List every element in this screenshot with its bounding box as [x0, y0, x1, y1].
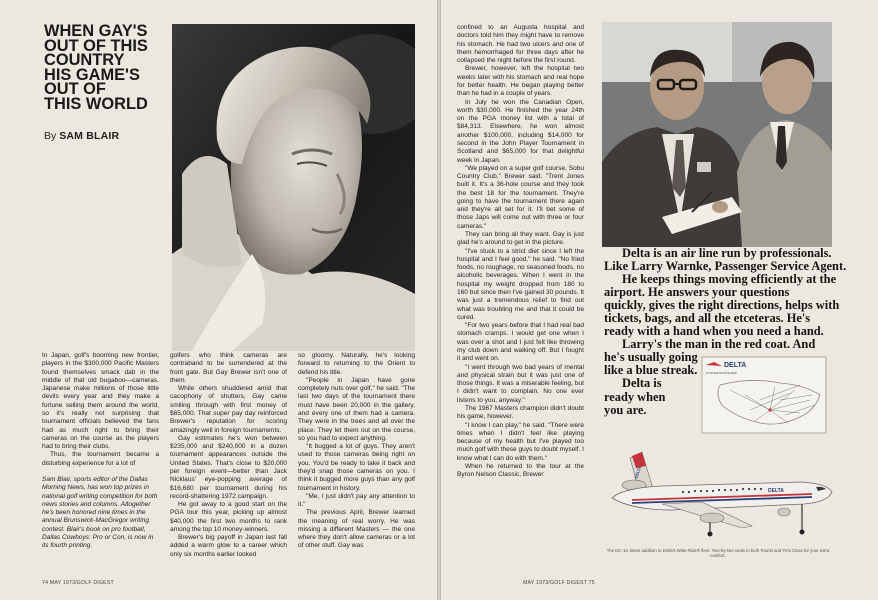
ad-copy-line: tickets, bags, and all the etceteras. He's	[604, 311, 811, 326]
ad-copy-line: quickly, gives the right directions, helps with	[604, 298, 840, 313]
paragraph: so gloomy. Naturally, he's looking forward to returning to the Orient to defend his title.	[298, 352, 415, 376]
paragraph: While others shuddered amid that cacophony of shutters, Gay came smiling through with first money of $65,000. That super pay day reinforced Brewer's reputation for scoring amazingly well in foreign tournaments.	[170, 385, 287, 434]
author-bio: Sam Blair, sports editor of the Dallas Morning News, has won top prizes in national golf writing competition for both news stories and columns. Altogether he's been honored nine times in the annual Brunswick-MacGregor writing contest. Blair's book on pro football, Dallas Cowboys: Pro or Con, is now in its fourth printing.	[42, 475, 158, 550]
ad-copy-line: ready when	[604, 389, 666, 404]
paragraph: Brewer, however, left the hospital two weeks later with his stomach and real hope for better health. He began playing better than he had in a couple of years.	[457, 65, 584, 98]
headline-line: COUNTRY	[44, 51, 125, 70]
byline-prefix: By	[44, 130, 57, 142]
paragraph: Thus, the tournament became a disturbing experience for a lot of	[42, 451, 159, 467]
plane-caption: The DC-10, latest addition to Delta's Wide-Ride® fleet. Two-by-two seats in both Tourist and First Class for your extra comfort.	[606, 548, 830, 559]
paragraph: "I know I can play," he said. "There were times when I didn't feel like playing because of my health but I've played too much golf with these guys to doubt myself. I know what I can do with them."	[457, 421, 584, 462]
map-brand-text: DELTA	[724, 362, 747, 369]
article-column-2	[170, 352, 287, 559]
paragraph: "I went through two bad years of mental and physical strain but it was just one of those things. It was a miserable feeling, but I didn't want to complain. No one ever listens to you, anyway."	[457, 363, 584, 404]
paragraph: In July he won the Canadian Open, worth $30,000. He finished the year 24th on the PGA money list with a total of $84,313. Elsewhere, he won almost another $100,000, including $14,000 for second in the John Player Tournament in Scotland and $65,000 for that delightful week in Japan.	[457, 98, 584, 164]
paragraph: "It bugged a lot of guys. They aren't used to those cameras being right on you. You'd be ready to take it back and they'd snap those cameras on you. I think it bugged more guys than any golf tournament in history.	[298, 443, 415, 492]
ad-copy-line: Delta is an air line run by professionals.	[622, 246, 832, 260]
headline-line: OUT OF THIS	[44, 36, 148, 55]
article-column-1	[42, 352, 159, 550]
paragraph: Brewer's big payoff in Japan last fall added a warm glow to a career which only six months earlier looked	[170, 534, 287, 558]
paragraph: confined to an Augusta hospital and doctors told him they might have to remove his stomach. He had two ulcers and one of them hemorrhaged for three days after he collapsed the night before the first round.	[457, 24, 584, 65]
paragraph: "I've stuck to a strict diet since I left the hospital and I feel good," he said. "No fried foods, no roughage, no seasoned foods, no alcoholic beverages. When I went in the hospital my weight dropped from 180 to 160 but since then I've gained 30 pounds. It was just a tremendous relief to find out what was troubling me and that it could be cured.	[457, 247, 584, 321]
paragraph: He got away to a good start on the PGA tour this year, picking up almost $40,000 the first two months to rank among the top 10 money-winners.	[170, 501, 287, 533]
folio-left: 74 MAY 1973/GOLF DIGEST	[42, 580, 114, 586]
paragraph: "Me, I just didn't pay any attention to it."	[298, 492, 415, 509]
paragraph: "For two years before that I had real bad stomach cramps. I would get one when I was over a shot and I just felt like throwing my club down and walking off. But I fought it and went on.	[457, 322, 584, 363]
article-column-3	[298, 352, 415, 551]
golfer-portrait-photo	[172, 24, 415, 351]
paragraph: In Japan, golf's booming new frontier, players in the $300,000 Pacific Masters found themselves smack dab in the middle of that old bugaboo—cameras. Japanese make millions of those little devils every year and they make a fortune selling them around the world, so it's really not surprising that tournament officials believed the fans had as much right to bring their cameras on the course as the players had to bring their clubs.	[42, 352, 159, 451]
ad-copy-line: Larry's the man in the red coat. And	[622, 337, 816, 352]
plane-livery-text: DELTA	[768, 488, 784, 494]
ad-copy-line: He keeps things moving efficiently at the	[622, 272, 837, 287]
ad-copy-line: he's usually going	[604, 350, 698, 365]
paragraph: The 1967 Masters champion didn't doubt his game, however.	[457, 404, 584, 421]
delta-route-map	[700, 355, 828, 435]
headline-line: OUT OF	[44, 80, 106, 99]
ad-copy-line: airport. He answers your questions	[604, 285, 790, 300]
paragraph: golfers who think cameras are contraband to be surrendered at the front gate. But Gay Brewer isn't one of them.	[170, 352, 287, 384]
ad-copy-line: you are.	[604, 402, 647, 417]
ad-copy-line: Like Larry Warnke, Passenger Service Agent.	[604, 259, 847, 274]
map-subtitle-text: SYSTEM ROUTE MAP	[706, 371, 738, 375]
left-page	[0, 0, 437, 600]
headline-line: WHEN GAY'S	[44, 22, 148, 40]
paragraph: "People in Japan have gone completely nuts over golf," he said. "The last two days of the tournament there must have been 20,000 in the gallery, and every one of them had a camera. They were in the trees and all over the place. They let them out on the course, so you had to expect anything.	[298, 376, 415, 442]
folio-right: MAY 1973/GOLF DIGEST 75	[523, 580, 595, 586]
delta-agents-photo	[602, 22, 832, 247]
ad-copy-line: like a blue streak.	[604, 363, 698, 378]
byline	[44, 130, 119, 142]
ad-copy-line: Delta is	[622, 376, 662, 391]
paragraph: Gay estimates he's won between $235,000 and $240,000 in a dozen tournament appearances outside the United States. That's close to $20,000 per foreign event—better than Jack Nicklaus' eye-popping average of $16,680 per tournament during his record-shattering 1972 campaign.	[170, 434, 287, 500]
plane-tail-text: DELTA	[633, 465, 643, 480]
article-headline	[44, 24, 174, 112]
ad-copy-line: ready with a hand when you need a hand.	[604, 324, 824, 339]
article-column-4	[457, 24, 584, 479]
delta-dc10-plane	[592, 440, 838, 540]
byline-author: SAM BLAIR	[59, 130, 120, 142]
paragraph: When he returned to the tour at the Byron Nelson Classic, Brewer	[457, 462, 584, 479]
headline-line: HIS GAME'S	[44, 65, 140, 84]
headline-line: THIS WORLD	[44, 94, 148, 113]
paragraph: "We played on a super golf course, Sobu Country Club," Brewer said. "Trent Jones built it. It's a 36-hole course and they took the best 18 for the tournament. They're going to have the tournament there again and they're all set for it. I'll bet some of those Japs will come out with three or four cameras."	[457, 164, 584, 230]
paragraph: They can bring all they want. Gay is just glad he's around to get in the picture.	[457, 231, 584, 247]
paragraph: The previous April, Brewer learned the meaning of real worry. He was missing a different Masters — the one where they don't allow cameras or a lot of other stuff. Gay was	[298, 509, 415, 550]
